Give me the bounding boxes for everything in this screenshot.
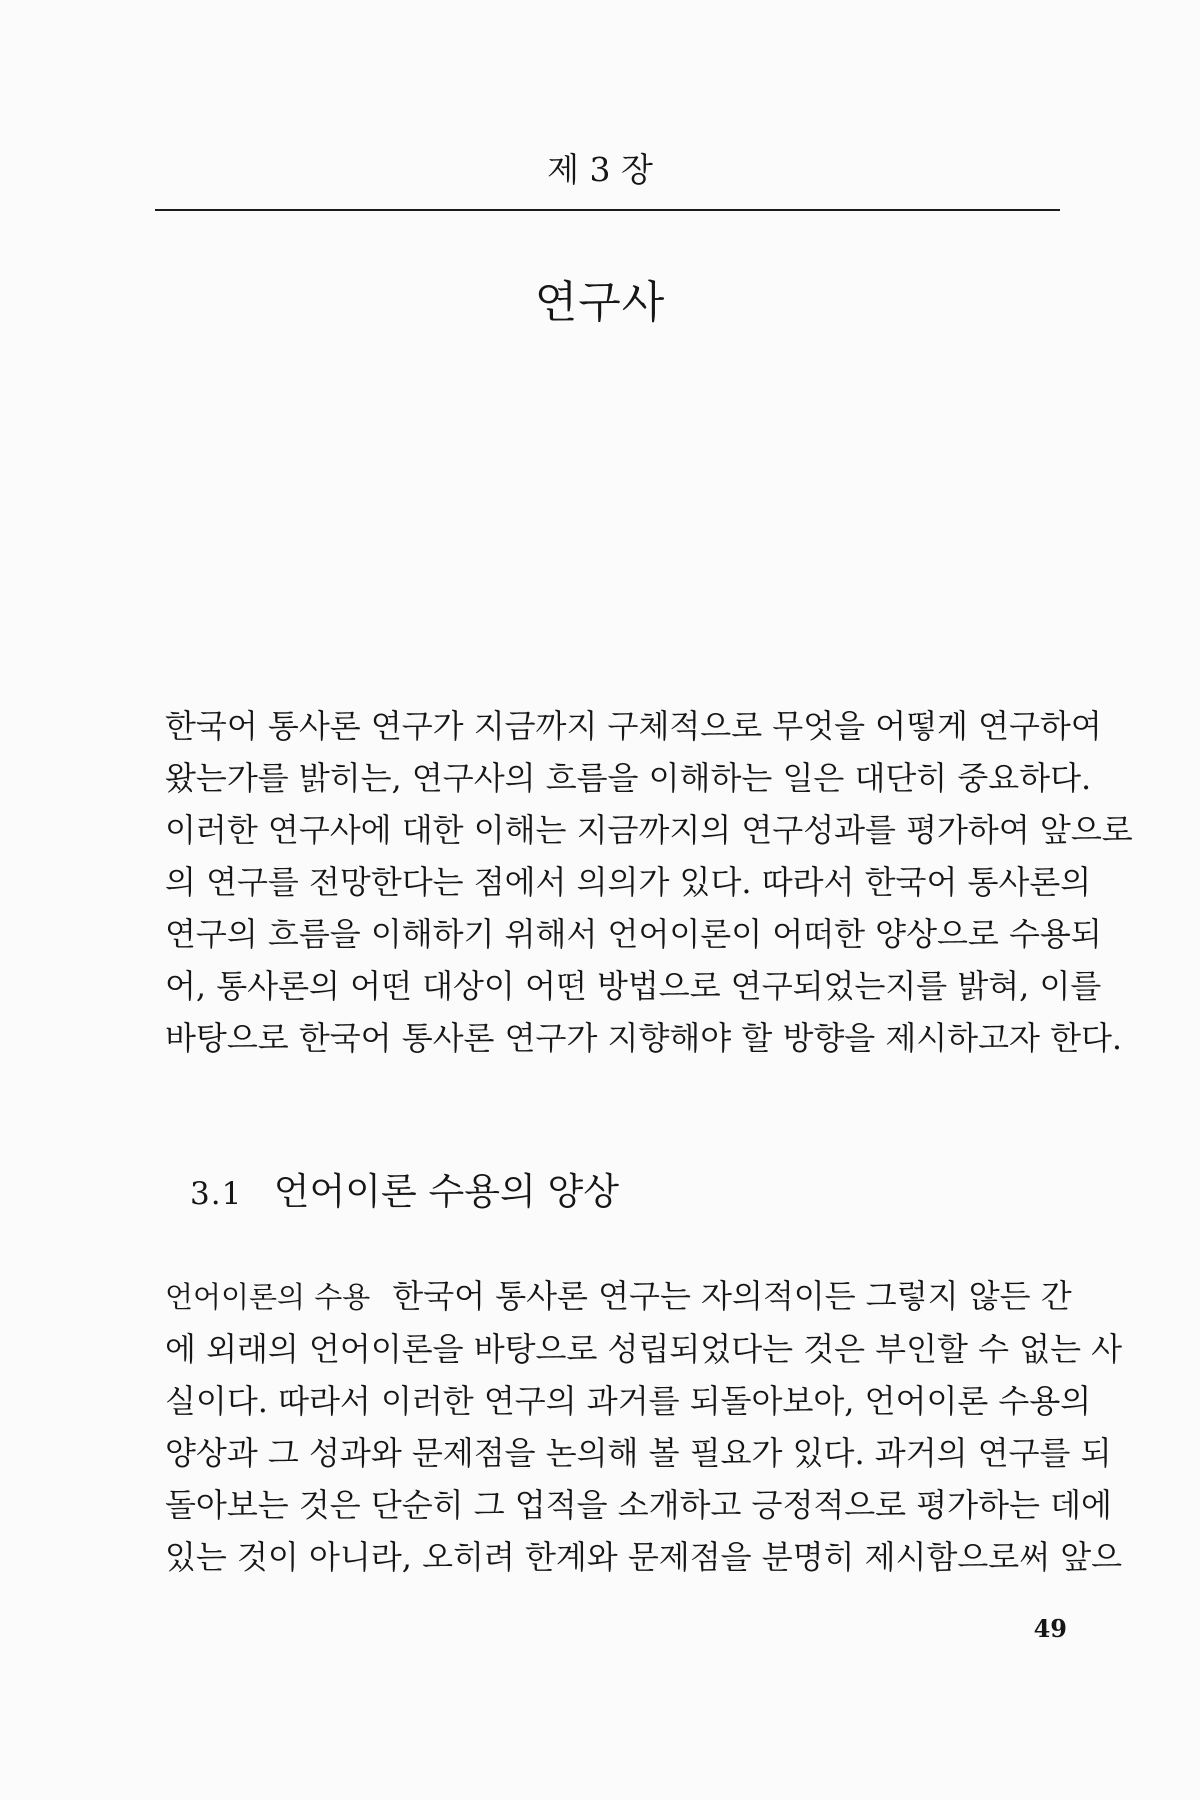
section-paragraph <box>165 1270 1123 1583</box>
first-body-line <box>165 1270 1072 1323</box>
chapter-title: 연구사 <box>534 277 666 328</box>
intro-line: 의 연구를 전망한다는 점에서 의의가 있다. 따라서 한국어 통사론의 <box>165 863 1092 901</box>
intro-line: 어, 통사론의 어떤 대상이 어떤 방법으로 연구되었는지를 밝혀, 이를 <box>165 967 1102 1005</box>
body-line: 양상과 그 성과와 문제점을 논의해 볼 필요가 있다. 과거의 연구를 되 <box>165 1434 1112 1472</box>
body-line: 돌아보는 것은 단순히 그 업적을 소개하고 긍정적으로 평가하는 데에 <box>165 1486 1112 1524</box>
section-title: 언어이론 수용의 양상 <box>273 1170 619 1213</box>
body-line: 있는 것이 아니라, 오히려 한계와 문제점을 분명히 제시함으로써 앞으 <box>165 1538 1123 1576</box>
page-number: 49 <box>1033 1614 1067 1643</box>
intro-line: 바탕으로 한국어 통사론 연구가 지향해야 할 방향을 제시하고자 한다. <box>165 1019 1123 1057</box>
intro-paragraph <box>165 700 1133 1064</box>
run-in-heading: 언어이론의 수용 <box>165 1280 371 1314</box>
body-line: 실이다. 따라서 이러한 연구의 과거를 되돌아보아, 언어이론 수용의 <box>165 1382 1092 1420</box>
intro-line: 이러한 연구사에 대한 이해는 지금까지의 연구성과를 평가하여 앞으로 <box>165 811 1133 849</box>
intro-line: 연구의 흐름을 이해하기 위해서 언어이론이 어떠한 양상으로 수용되 <box>165 915 1102 953</box>
chapter-label: 제 3 장 <box>547 150 653 189</box>
intro-line: 한국어 통사론 연구가 지금까지 구체적으로 무엇을 어떻게 연구하여 <box>165 707 1102 745</box>
body-line: 에 외래의 언어이론을 바탕으로 성립되었다는 것은 부인할 수 없는 사 <box>165 1330 1123 1368</box>
chapter-divider <box>155 209 1060 211</box>
section-heading <box>190 1168 619 1218</box>
intro-line: 왔는가를 밝히는, 연구사의 흐름을 이해하는 일은 대단히 중요하다. <box>165 759 1092 797</box>
section-number: 3.1 <box>190 1176 243 1212</box>
first-line-text: 한국어 통사론 연구는 자의적이든 그렇지 않든 간 <box>392 1277 1072 1315</box>
